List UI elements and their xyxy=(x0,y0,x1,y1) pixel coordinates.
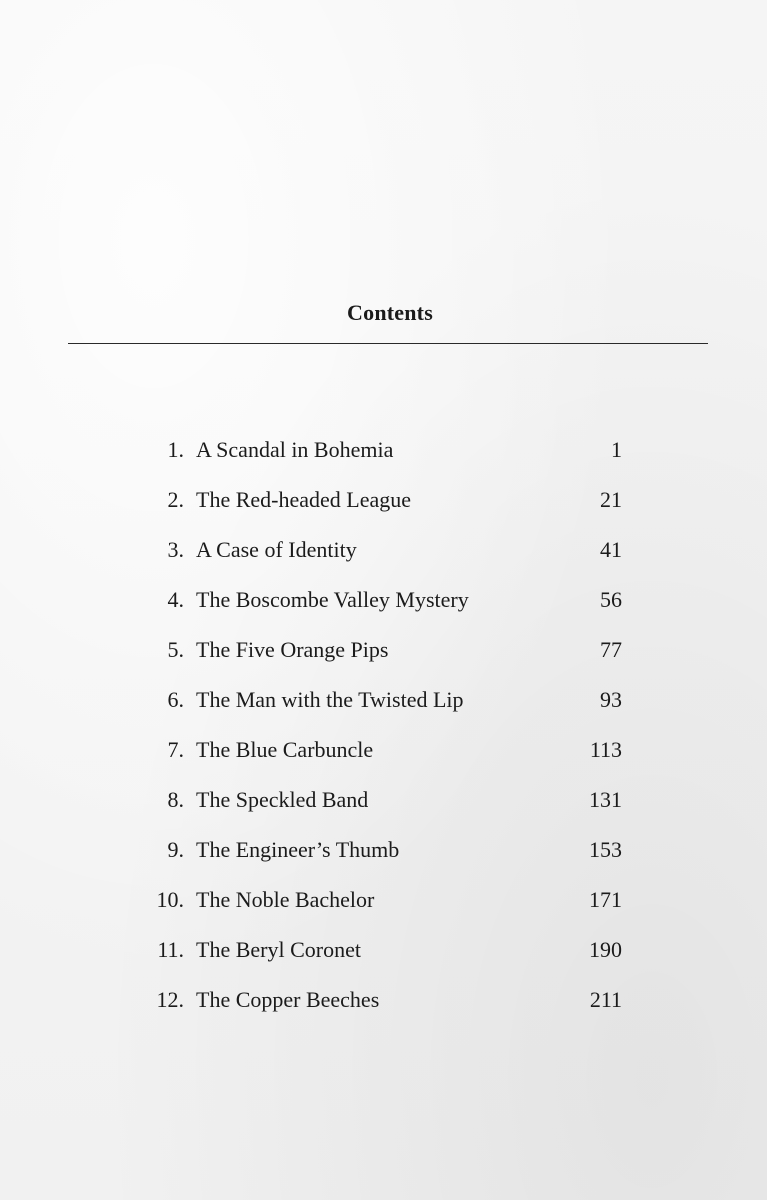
toc-entry xyxy=(140,730,630,780)
entry-page-number: 131 xyxy=(589,787,622,812)
entry-title: The Red-headed League xyxy=(196,487,411,512)
entry-page-number: 153 xyxy=(589,837,622,862)
entry-number: 8. xyxy=(167,787,184,812)
entry-page-number: 211 xyxy=(589,987,622,1012)
toc-entry xyxy=(140,880,630,930)
toc-entry xyxy=(140,830,630,880)
entry-number: 5. xyxy=(167,637,184,662)
entry-number: 6. xyxy=(167,687,184,712)
entry-title: A Case of Identity xyxy=(196,537,357,562)
entry-page-number: 113 xyxy=(589,737,622,762)
entry-title: The Speckled Band xyxy=(196,787,369,812)
toc-entry xyxy=(140,780,630,830)
toc-entry xyxy=(140,530,630,580)
entry-page-number: 21 xyxy=(600,487,622,512)
entry-number: 10. xyxy=(156,887,184,912)
contents-heading: Contents xyxy=(347,300,433,325)
entry-title: The Engineer’s Thumb xyxy=(196,837,400,862)
toc-entry xyxy=(140,480,630,530)
entry-title: The Copper Beeches xyxy=(196,987,380,1012)
toc-entry xyxy=(140,680,630,730)
entry-number: 4. xyxy=(167,587,184,612)
entry-page-number: 171 xyxy=(589,887,622,912)
entry-number: 12. xyxy=(156,987,184,1012)
entry-title: The Blue Carbuncle xyxy=(196,737,374,762)
entry-title: A Scandal in Bohemia xyxy=(196,437,394,462)
entry-number: 11. xyxy=(157,937,184,962)
toc-entry xyxy=(140,580,630,630)
entry-page-number: 56 xyxy=(600,587,622,612)
heading-rule xyxy=(68,343,708,344)
entry-page-number: 93 xyxy=(600,687,622,712)
entry-number: 3. xyxy=(167,537,184,562)
entry-page-number: 77 xyxy=(600,637,622,662)
table-of-contents xyxy=(140,430,630,1030)
entry-page-number: 41 xyxy=(600,537,622,562)
entry-title: The Noble Bachelor xyxy=(196,887,375,912)
toc-entry xyxy=(140,630,630,680)
toc-entry xyxy=(140,980,630,1030)
toc-entry xyxy=(140,930,630,980)
entry-page-number: 190 xyxy=(589,937,622,962)
entry-number: 9. xyxy=(167,837,184,862)
entry-title: The Beryl Coronet xyxy=(196,937,361,962)
entry-number: 7. xyxy=(167,737,184,762)
entry-number: 2. xyxy=(167,487,184,512)
entry-title: The Boscombe Valley Mystery xyxy=(196,587,469,612)
entry-number: 1. xyxy=(167,437,184,462)
entry-page-number: 1 xyxy=(611,437,622,462)
toc-entry xyxy=(140,430,630,480)
entry-title: The Man with the Twisted Lip xyxy=(196,687,464,712)
entry-title: The Five Orange Pips xyxy=(196,637,389,662)
